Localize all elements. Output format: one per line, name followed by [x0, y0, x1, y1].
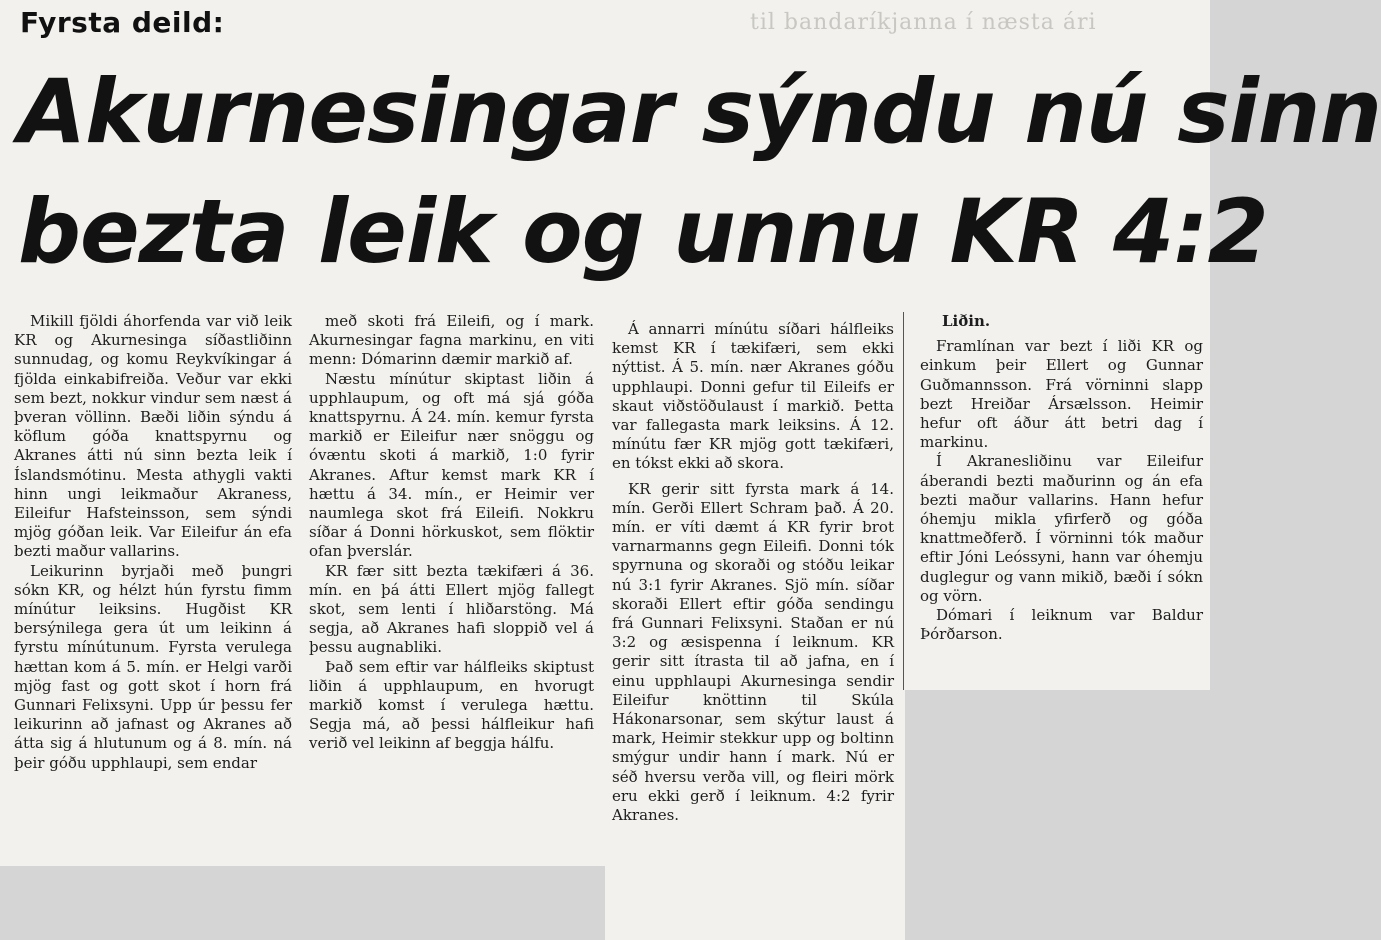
background-area: [0, 866, 605, 940]
paragraph: Það sem eftir var hálfleiks skiptust liðin á upphlaupum, en hvorugt markið komst í verulega hættu. Segja má, að þessi hálfleikur hafi verið vel leikinn af beggja hálfu.: [309, 657, 594, 753]
paragraph: Leikurinn byrjaði með þungri sókn KR, og hélzt hún fyrstu fimm mínútur leiksins. Hugðist KR bersýnilega gera út um leikinn á fyrstu mínútunum. Fyrsta verulega hættan kom á 5. mín. er Helgi varði mjög fast og gott skot í horn frá Gunnari Felixsyni. Upp úr þessu fer leikurinn að jafnast og Akranes að átta sig á hlutunum og á 8. mín. ná þeir góðu upphlaupi, sem endar: [14, 561, 292, 772]
headline: [18, 52, 1381, 292]
article-column-1: [14, 312, 292, 773]
article-column-3: [612, 320, 894, 825]
paragraph: Næstu mínútur skiptast liðin á upphlaupum, og oft má sjá góða knattspyrnu. Á 24. mín. kemur fyrsta markið er Eileifur nær snöggu og óvæntu skoti á markið, 1:0 fyrir Akranes. Aftur kemst mark KR í hættu á 34. mín., er Heimir ver naumlega skot frá Eileifi. Nokkru síðar á Donni hörkuskot, sem flöktir ofan þverslár.: [309, 369, 594, 561]
article-column-4: [920, 312, 1203, 644]
section-kicker: Fyrsta deild:: [20, 6, 225, 39]
paragraph: KR gerir sitt fyrsta mark á 14. mín. Gerði Ellert Schram það. Á 20. mín. er víti dæmt á KR fyrir brot varnarmanns gegn Eileifi. Donni tók spyrnuna og skoraði og stóðu leikar nú 3:1 fyrir Akranes. Sjö mín. síðar skoraði Ellert eftir góða sendingu frá Gunnari Felixsyni. Staðan er nú 3:2 og æsispenna í leiknum. KR gerir sitt ítrasta til að jafna, en í einu upphlaupi Akurnesinga sendir Eileifur knöttinn til Skúla Hákonarsonar, sem skýtur laust á mark, Heimir stekkur upp og boltinn smýgur undir hann í mark. Nú er séð hversu verða vill, og fleiri mörk eru ekki gerð í leiknum. 4:2 fyrir Akranes.: [612, 479, 894, 825]
paragraph: Framlínan var bezt í liði KR og einkum þeir Ellert og Gunnar Guðmannsson. Frá vörninni slapp bezt Hreiðar Ársælsson. Heimir hefur oft áður átt betri dag í markinu.: [920, 337, 1203, 452]
paragraph: KR fær sitt bezta tækifæri á 36. mín. en þá átti Ellert mjög fallegt skot, sem lenti í hliðarstöng. Má segja, að Akranes hafi sloppið vel á þessu augnabliki.: [309, 561, 594, 657]
headline-line-1: Akurnesingar sýndu nú sinn: [18, 60, 1381, 163]
paragraph: Mikill fjöldi áhorfenda var við leik KR og Akurnesinga síðastliðinn sunnudag, og komu Reykvíkingar á fjölda einkabifreiða. Veður var ekki sem bezt, nokkur vindur sem næst á þveran völlinn. Bæði liðin sýndu á köflum góða knattspyrnu og Akranes átti nú sinn bezta leik í Íslandsmótinu. Mesta athygli vakti hinn ungi leikmaður Akraness, Eileifur Hafsteinsson, sem sýndi mjög góðan leik. Var Eileifur án efa bezti maður vallarins.: [14, 312, 292, 561]
paragraph: Í Akranesliðinu var Eileifur áberandi bezti maðurinn og án efa bezti maður vallarins. Hann hefur óhemju mikla yfirferð og góða knattmeðferð. Í vörninni tók maður eftir Jóni Leóssyni, hann var óhemju duglegur og vann mikið, bæði í sókn og vörn.: [920, 452, 1203, 605]
background-area: [905, 690, 1210, 940]
paragraph: Á annarri mínútu síðari hálfleiks kemst KR í tækifæri, sem ekki nýttist. Á 5. mín. nær Akranes góðu upphlaupi. Donni gefur til Eileifs er skaut viðstöðulaust í markið. Þetta var fallegasta mark leiksins. Á 12. mínútu fær KR mjög gott tækifæri, en tókst ekki að skora.: [612, 320, 894, 473]
subheading: Liðin.: [942, 312, 991, 330]
bleed-through-text: til bandaríkjanna í næsta ári: [750, 10, 1097, 35]
paragraph: Dómari í leiknum var Baldur Þórðarson.: [920, 606, 1203, 644]
paragraph: með skoti frá Eileifi, og í mark. Akurnesingar fagna markinu, en viti menn: Dómarinn dæmir markið af.: [309, 312, 594, 369]
headline-line-2: bezta leik og unnu KR 4:2: [18, 180, 1268, 283]
article-column-2: [309, 312, 594, 754]
column-divider: [903, 312, 904, 690]
